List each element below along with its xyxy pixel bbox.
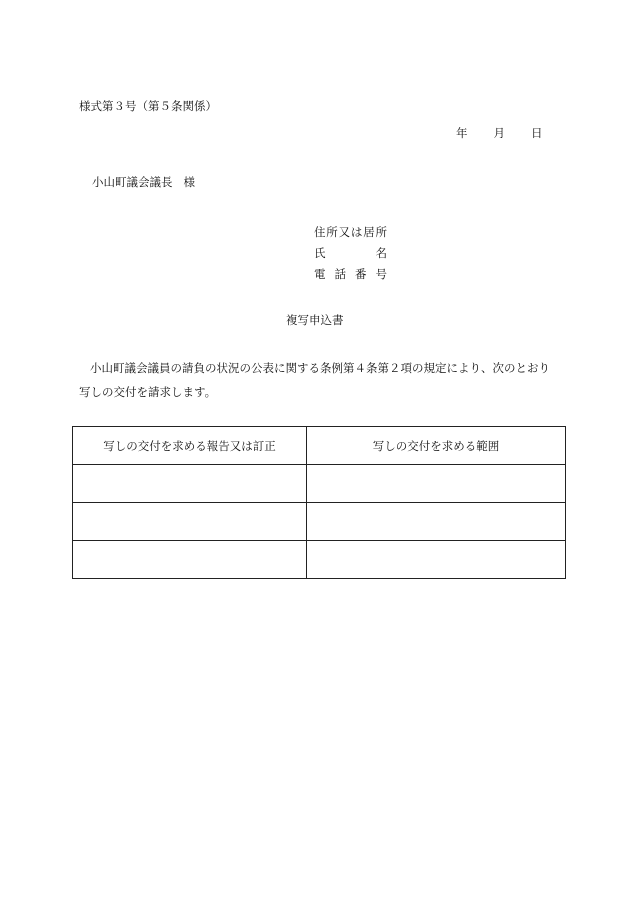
addressee-honorific: 様 (183, 175, 195, 189)
applicant-block (314, 222, 387, 285)
table-row (73, 541, 566, 579)
body-paragraph: 小山町議会議員の請負の状況の公表に関する条例第４条第２項の規定により、次のとおり写しの交付を請求します。 (79, 361, 550, 399)
table-cell[interactable] (73, 465, 307, 503)
table-cell[interactable] (307, 503, 566, 541)
addressee-name: 小山町議会議長 (92, 175, 173, 189)
table-cell[interactable] (73, 541, 307, 579)
table-cell[interactable] (73, 503, 307, 541)
applicant-name-label: 氏 名 (314, 246, 387, 260)
applicant-phone-label: 電 話 番 号 (314, 267, 387, 281)
table-cell[interactable] (307, 541, 566, 579)
date-month-label: 月 (493, 126, 505, 140)
table-header-row (73, 427, 566, 465)
header-requested-range: 写しの交付を求める範囲 (307, 427, 566, 465)
request-table (72, 426, 566, 579)
form-number: 様式第３号（第５条関係） (79, 99, 217, 113)
header-report-or-correction: 写しの交付を求める報告又は訂正 (73, 427, 307, 465)
table-row (73, 465, 566, 503)
document-title: 複写申込書 (286, 313, 344, 327)
date-year-label: 年 (456, 126, 468, 140)
applicant-address-label: 住 所 又 は 居 所 (314, 225, 387, 239)
addressee (92, 174, 195, 190)
date-line (456, 125, 543, 141)
date-day-label: 日 (531, 126, 543, 140)
table-cell[interactable] (307, 465, 566, 503)
table-row (73, 503, 566, 541)
